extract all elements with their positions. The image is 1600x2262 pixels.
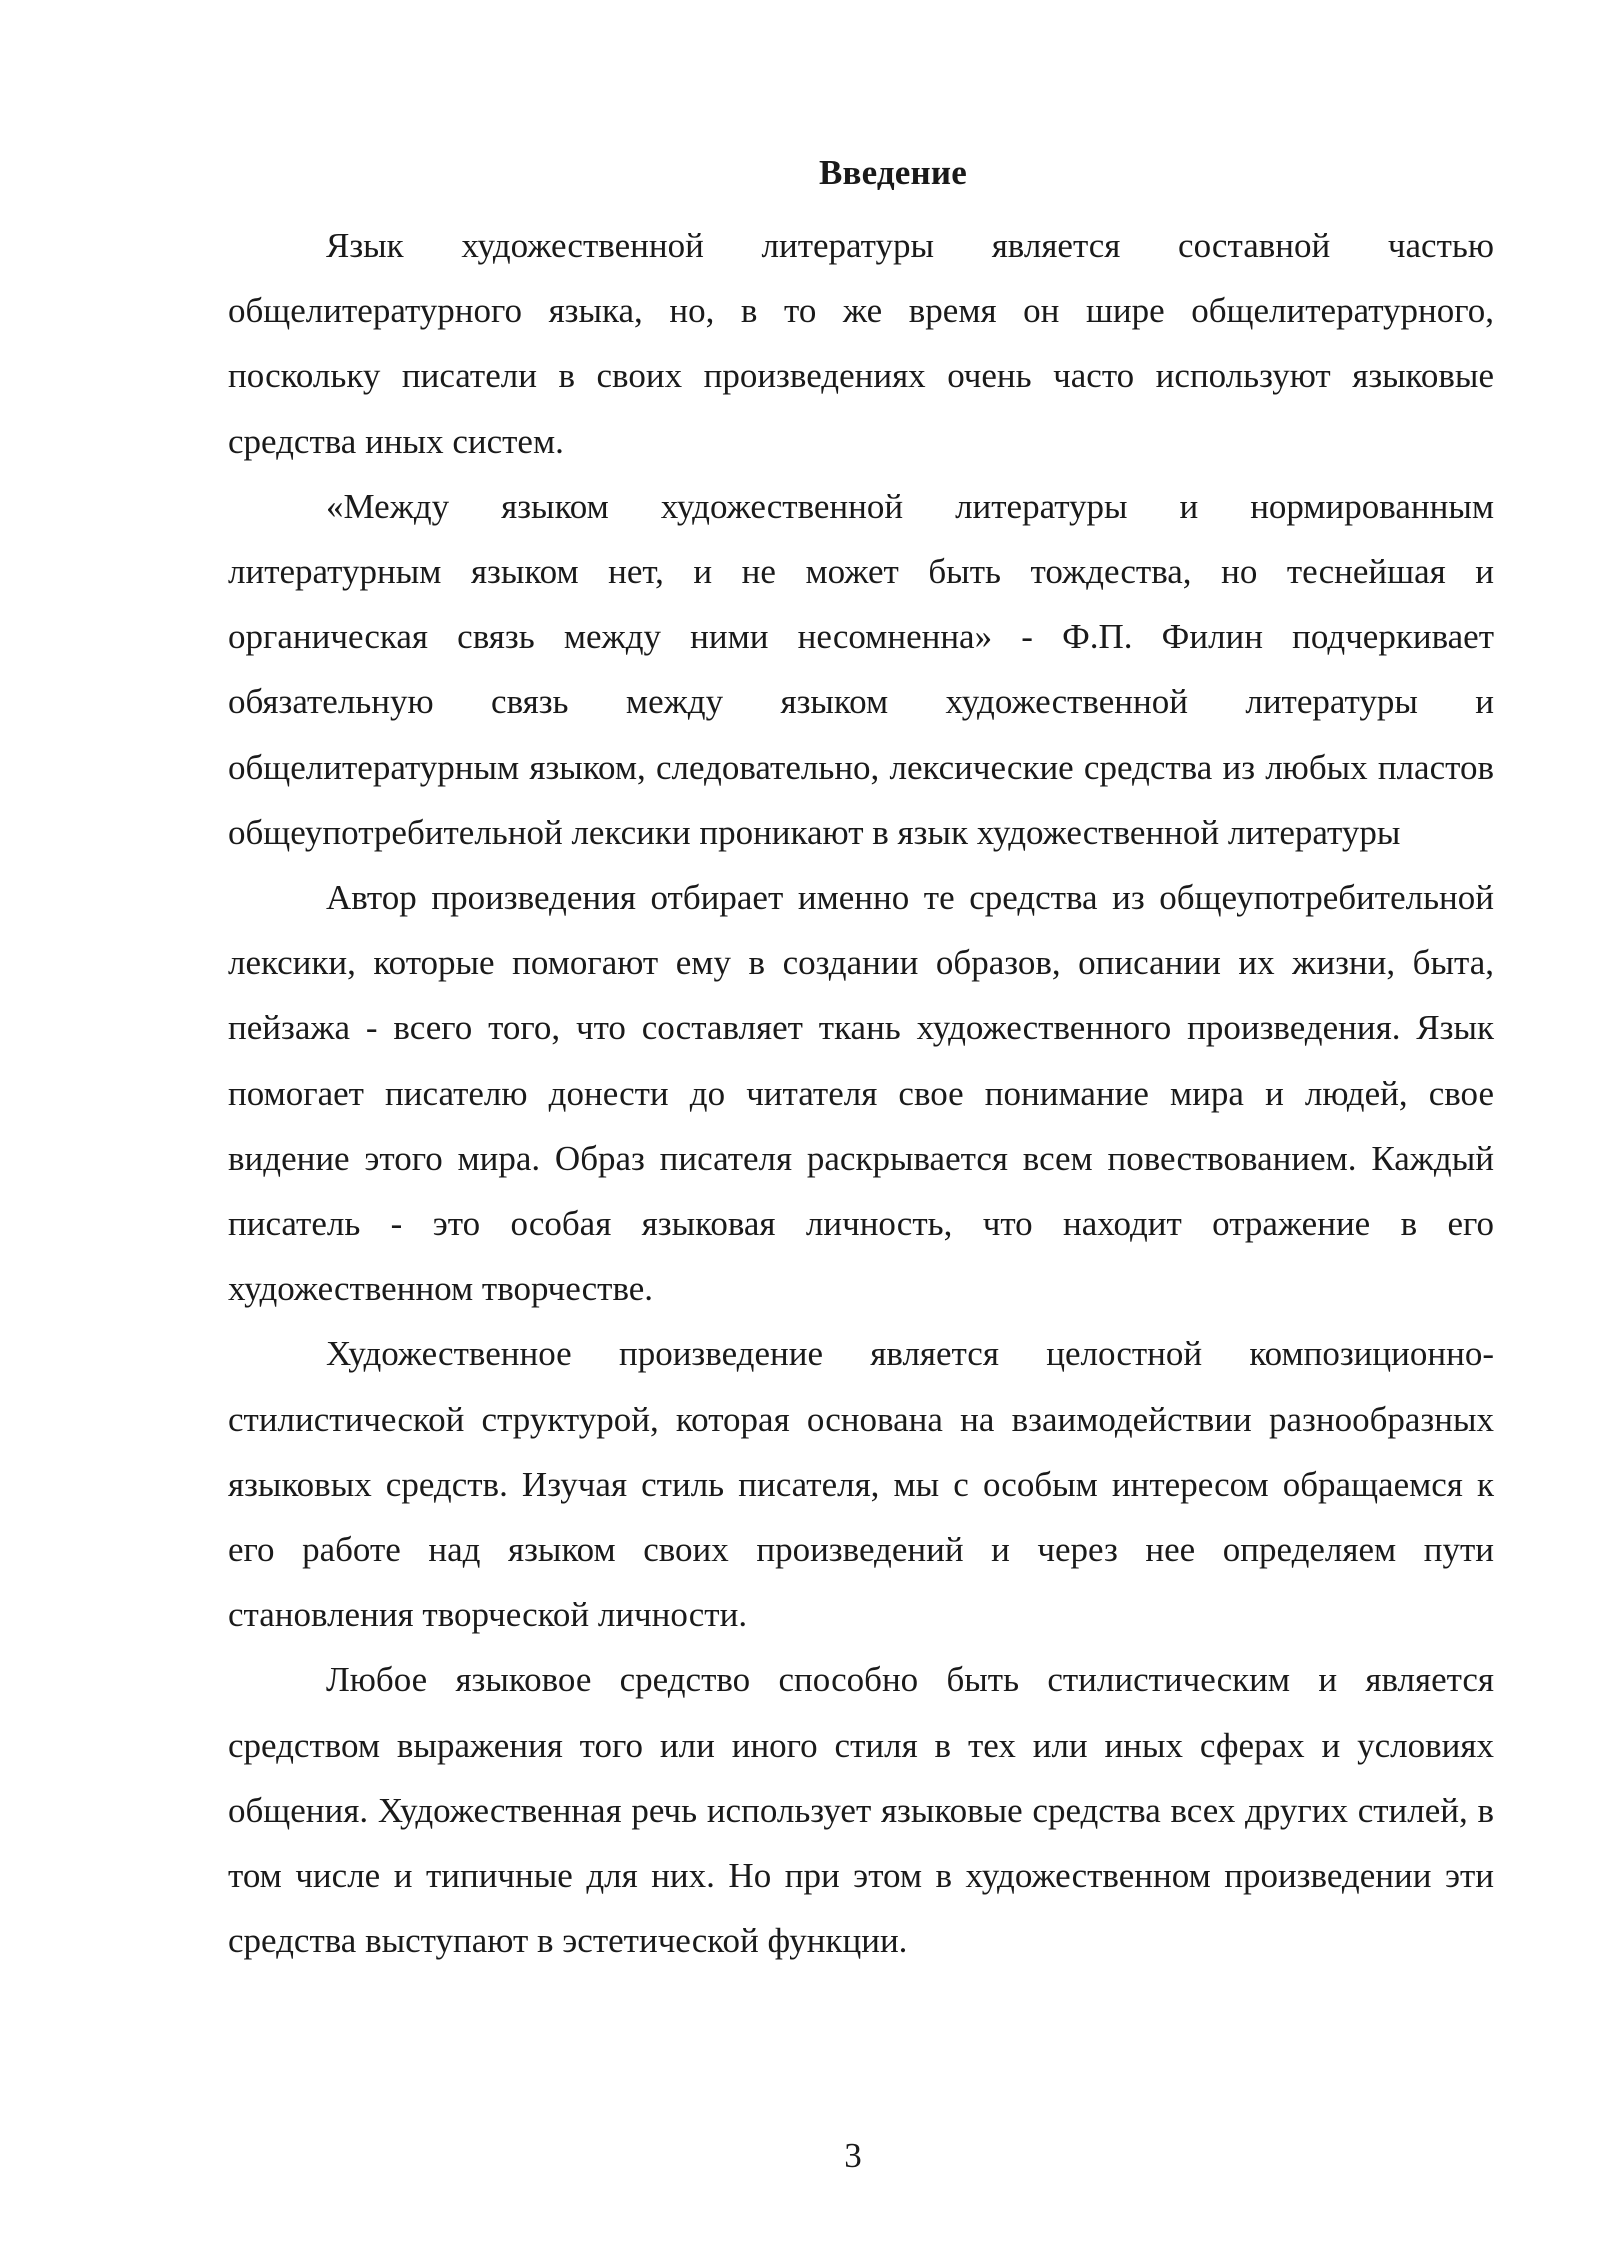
paragraph-3: Автор произведения отбирает именно те средства из общеупотребительной лексики, которые помогают ему в создании образов, описании их жизни, быта, пейзажа - всего того, что составляет ткань художественного произведения. Язык помогает писателю донести до читателя свое понимание мира и людей, свое видение этого мира. Образ писателя раскрывается всем повествованием. Каждый писатель - это особая языковая личность, что находит отражение в его художественном творчестве. [228, 878, 1494, 1309]
page-content [228, 148, 1494, 1973]
paragraph-5: Любое языковое средство способно быть стилистическим и является средством выражения того или иного стиля в тех или иных сферах и условиях общения. Художественная речь использует языковые средства всех других стилей, в том числе и типичные для них. Но при этом в художественном произведении эти средства выступают в эстетической функции. [228, 1660, 1494, 1961]
paragraph-1: Язык художественной литературы является составной частью общелитературного языка, но, в то же время он шире общелитературного, поскольку писатели в своих произведениях очень часто используют языковые средства иных систем. [228, 226, 1494, 461]
page-number: 3 [844, 2136, 862, 2175]
paragraph-4: Художественное произведение является целостной композиционно-стилистической структурой, которая основана на взаимодействии разнообразных языковых средств. Изучая стиль писателя, мы с особым интересом обращаемся к его работе над языком своих произведений и через нее определяем пути становления творческой личности. [228, 1334, 1494, 1635]
paragraph-2: «Между языком художественной литературы и нормированным литературным языком нет, и не может быть тождества, но теснейшая и органическая связь между ними несомненна» - Ф.П. Филин подчеркивает обязательную связь между языком художественной литературы и общелитературным языком, следовательно, лексические средства из любых пластов общеупотребительной лексики проникают в язык художественной литературы [228, 486, 1494, 852]
section-title: Введение [818, 153, 968, 192]
